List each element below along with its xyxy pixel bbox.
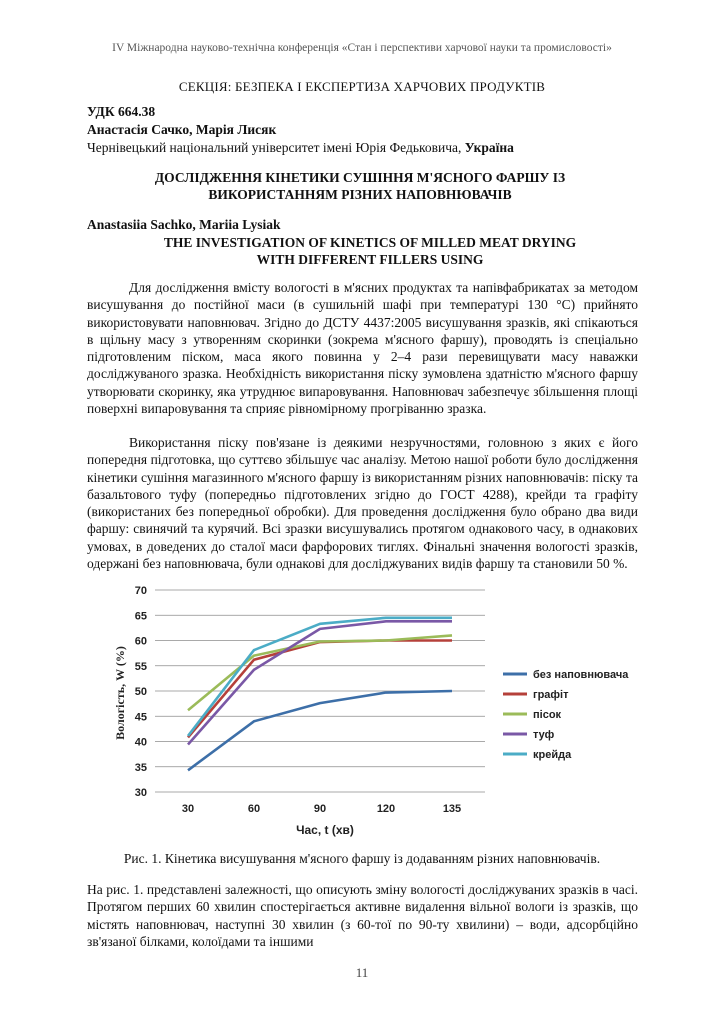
y-tick-label: 40 bbox=[134, 736, 147, 749]
udk-code: УДК 664.38 bbox=[87, 104, 156, 119]
paper-title-ua: ДОСЛІДЖЕННЯ КІНЕТИКИ СУШІННЯ М'ЯСНОГО ФАРШУ ІЗ ВИКОРИСТАННЯМ РІЗНИХ НАПОВНЮВАЧІВ bbox=[154, 170, 566, 202]
figure-caption: Рис. 1. Кінетика висушування м'ясного фаршу із додаванням різних наповнювачів. bbox=[123, 851, 601, 866]
y-axis-label: Вологість, W (%) bbox=[113, 646, 127, 740]
affiliation-country: Україна bbox=[464, 140, 514, 155]
affiliation bbox=[87, 140, 514, 156]
x-tick-label: 90 bbox=[313, 803, 327, 815]
paragraph-2 bbox=[87, 434, 638, 572]
paper-title-en bbox=[120, 234, 620, 268]
page-number: 11 bbox=[355, 965, 369, 980]
paragraph-3-text: На рис. 1. представлені залежності, що описують зміну вологості досліджуваних зразків в часі. Протягом перших 60 хвилин спостерігається активне видалення вільної вологи із зразків, що містять наповнювач, наступні 30 хвилин (з 60-тої по 90-ту хвилини) – води, адсорбційно зв'язаної білками, колоїдами та іншими bbox=[87, 882, 638, 949]
y-tick-label: 35 bbox=[134, 761, 147, 774]
paragraph-2-text: Використання піску пов'язане із деякими незручностями, головною з яких є його попередня підготовка, що суттєво збільшує час аналізу. Метою нашої роботи було дослідження кінетики сушіння магазинного м'ясного фаршу із використанням різних наповнювачів: піску та базальтового туфу (попередньо підготовлених згідно до ГОСТ 4288), крейди та графіту (використаних без попередньої обробки). Для проведення дослідження було обрано два види фаршу: свинячий та курячий. Всі зразки висушувались протягом однакового часу, в однакових умовах, в доведених до сталої маси фарфорових тиглях. Фінальні значення вологості зразків, одержані без наповнювача, були однакові для досліджуваних видів фаршу та становили 50 %. bbox=[87, 435, 638, 572]
x-axis-label: Час, t (хв) bbox=[296, 823, 354, 837]
y-tick-label: 45 bbox=[134, 711, 147, 724]
x-tick-label: 135 bbox=[442, 803, 462, 815]
legend-label: графіт bbox=[533, 689, 569, 701]
paper-title-en-line2: WITH DIFFERENT FILLERS USING bbox=[256, 252, 484, 267]
authors-en: Anastasiia Sachko, Mariia Lysiak bbox=[87, 217, 281, 232]
x-tick-label: 120 bbox=[376, 803, 396, 815]
section-title: СЕКЦІЯ: БЕЗПЕКА І ЕКСПЕРТИЗА ХАРЧОВИХ ПРОДУКТІВ bbox=[178, 79, 546, 94]
y-tick-label: 60 bbox=[134, 635, 147, 648]
x-tick-label: 60 bbox=[247, 803, 261, 815]
paragraph-1 bbox=[87, 279, 638, 417]
conference-header: IV Міжнародна науково-технічна конференція «Стан і перспективи харчової науки та промисловості» bbox=[112, 42, 612, 54]
authors-ua: Анастасія Сачко, Марія Лисяк bbox=[87, 122, 277, 137]
x-tick-label: 30 bbox=[181, 803, 195, 815]
legend-label: крейда bbox=[533, 749, 572, 761]
affiliation-name: Чернівецький національний університет імені Юрія Федьковича, bbox=[87, 140, 465, 155]
drying-kinetics-chart bbox=[100, 578, 630, 848]
y-tick-label: 65 bbox=[134, 610, 147, 623]
paragraph-1-text: Для дослідження вмісту вологості в м'ясних продуктах та напівфабрикатах за методом висушування до постійної маси (в сушильній шафі при температурі 130 °С) прийнято використовувати наповнювач. Згідно до ДСТУ 4437:2005 висушування зразків, які спікаються в щільну масу з утворенням скоринки (зокрема м'ясного фаршу), проводять із спеціально підготовленим піском, маса якого повинна у 2–4 рази перевищувати масу наважки досліджуваного зразка. Необхідність використання піску зумовлена здатністю м'ясного фаршу утворювати скоринку, яка утруднює випаровування. Наповнювач забезпечує збільшення площі поверхні випаровування та сприяє рівномірному прогріванню зразка. bbox=[87, 280, 638, 417]
legend-label: без наповнювача bbox=[533, 669, 629, 681]
figure-1 bbox=[100, 578, 630, 848]
y-tick-label: 50 bbox=[134, 686, 147, 698]
y-tick-label: 55 bbox=[134, 660, 147, 673]
y-tick-label: 70 bbox=[134, 585, 147, 597]
paragraph-3 bbox=[87, 881, 638, 950]
y-tick-label: 30 bbox=[134, 787, 147, 799]
legend-label: пісок bbox=[533, 709, 562, 721]
legend-label: туф bbox=[533, 729, 555, 741]
series-line-2 bbox=[188, 641, 452, 738]
paper-title-en-line1: THE INVESTIGATION OF KINETICS OF MILLED MEAT DRYING bbox=[163, 235, 577, 250]
series-line-1 bbox=[188, 691, 452, 770]
